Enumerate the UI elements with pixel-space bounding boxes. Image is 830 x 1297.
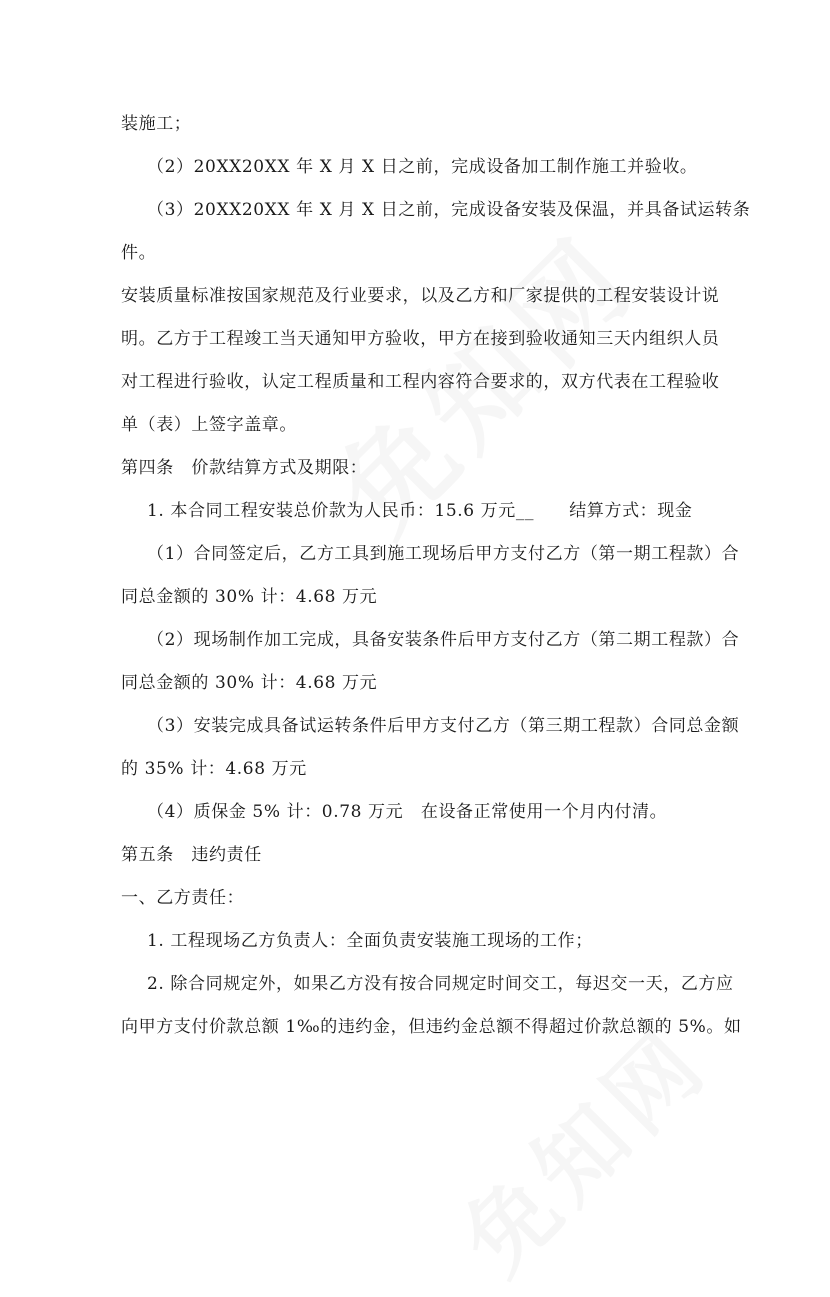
text-line: （1）合同签定后，乙方工具到施工现场后甲方支付乙方（第一期工程款）合 bbox=[147, 544, 740, 564]
text-line: 一、乙方责任： bbox=[121, 888, 245, 908]
text-line: 同总金额的 30% 计：4.68 万元 bbox=[121, 587, 378, 607]
text-line: 1. 工程现场乙方负责人：全面负责安装施工现场的工作； bbox=[147, 931, 593, 951]
text-line: （3）20XX20XX 年 X 月 X 日之前，完成设备安装及保温，并具备试运转条 bbox=[147, 200, 751, 220]
text-line: 件。 bbox=[121, 243, 157, 263]
text-line: 明。乙方于工程竣工当天通知甲方验收，甲方在接到验收通知三天内组织人员 bbox=[121, 329, 720, 349]
text-line: 同总金额的 30% 计：4.68 万元 bbox=[121, 673, 378, 693]
text-line: 对工程进行验收，认定工程质量和工程内容符合要求的，双方代表在工程验收 bbox=[121, 372, 720, 392]
text-line: 安装质量标准按国家规范及行业要求，以及乙方和厂家提供的工程安装设计说 bbox=[121, 286, 720, 306]
text-line: （2）现场制作加工完成，具备安装条件后甲方支付乙方（第二期工程款）合 bbox=[147, 630, 740, 650]
text-line: 的 35% 计：4.68 万元 bbox=[121, 759, 307, 779]
text-line: 2. 除合同规定外，如果乙方没有按合同规定时间交工，每迟交一天，乙方应 bbox=[147, 974, 734, 994]
text-line: （2）20XX20XX 年 X 月 X 日之前，完成设备加工制作施工并验收。 bbox=[147, 157, 698, 177]
section-heading: 第四条 价款结算方式及期限： bbox=[121, 458, 368, 478]
text-line: 装施工； bbox=[121, 114, 192, 134]
text-line: （4）质保金 5% 计：0.78 万元 在设备正常使用一个月内付清。 bbox=[147, 802, 668, 822]
text-line: 向甲方支付价款总额 1‰的违约金，但违约金总额不得超过价款总额的 5%。如 bbox=[121, 1017, 742, 1037]
text-line: 1. 本合同工程安装总价款为人民币：15.6 万元__ 结算方式：现金 bbox=[147, 501, 693, 521]
section-heading: 第五条 违约责任 bbox=[121, 845, 262, 865]
text-line: 单（表）上签字盖章。 bbox=[121, 415, 297, 435]
text-line: （3）安装完成具备试运转条件后甲方支付乙方（第三期工程款）合同总金额 bbox=[147, 716, 740, 736]
